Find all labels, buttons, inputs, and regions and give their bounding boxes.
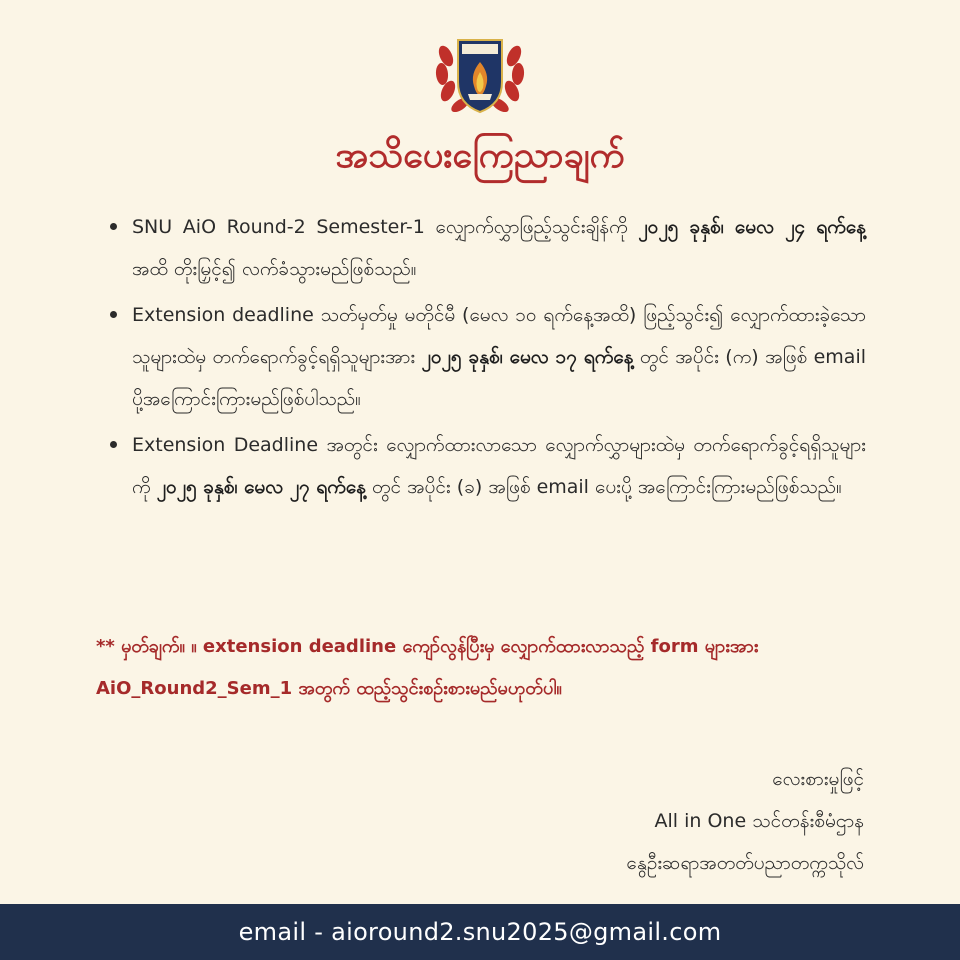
- university-crest-icon: [432, 26, 528, 116]
- signature-line: လေးစားမှုဖြင့်: [772, 768, 864, 790]
- list-item: SNU AiO Round-2 Semester-1 လျှောက်လွှာဖြည့်သွင်းချိန်ကို ၂၀၂၅ ခုနှစ်၊ မေလ ၂၄ ရက်နေ့ အထိ တိုးမြှင့်၍ လက်ခံသွားမည်ဖြစ်သည်။: [106, 206, 866, 290]
- signature-block: [464, 758, 864, 884]
- signature-line: နွေဦးဆရာအတတ်ပညာတက္ကသိုလ်: [626, 852, 864, 874]
- signature-line: All in One သင်တန်းစီမံဌာန: [654, 810, 864, 832]
- announcement-list: [106, 206, 866, 512]
- list-item: Extension Deadline အတွင်း လျှောက်ထားလာသော လျှောက်လွှာများထဲမှ တက်ရောက်ခွင့်ရရှိသူများကို ၂၀၂၅ ခုနှစ်၊ မေလ ၂၇ ရက်နေ့ တွင် အပိုင်း (ခ) အဖြစ် email ပေးပို့ အကြောင်းကြားမည်ဖြစ်သည်။: [106, 424, 866, 508]
- note-text: ** မှတ်ချက်။ ။ extension deadline ကျော်လွန်ပြီးမှ လျှောက်ထားလာသည့် form များအား AiO_Round2_Sem_1 အတွက် ထည့်သွင်းစဉ်းစားမည်မဟုတ်ပါ။: [96, 636, 759, 699]
- footer-email: email - aioround2.snu2025@gmail.com: [0, 904, 960, 960]
- page-title: အသိပေးကြေညာချက်: [335, 135, 625, 176]
- list-item: Extension deadline သတ်မှတ်မှု မတိုင်မီ (မေလ ၁၀ ရက်နေ့အထိ) ဖြည့်သွင်း၍ လျှောက်ထားခဲ့သော သူများထဲမှ တက်ရောက်ခွင့်ရရှိသူများအား ၂၀၂၅ ခုနှစ်၊ မေလ ၁၇ ရက်နေ့ တွင် အပိုင်း (က) အဖြစ် email ပို့အကြောင်းကြားမည်ဖြစ်ပါသည်။: [106, 294, 866, 420]
